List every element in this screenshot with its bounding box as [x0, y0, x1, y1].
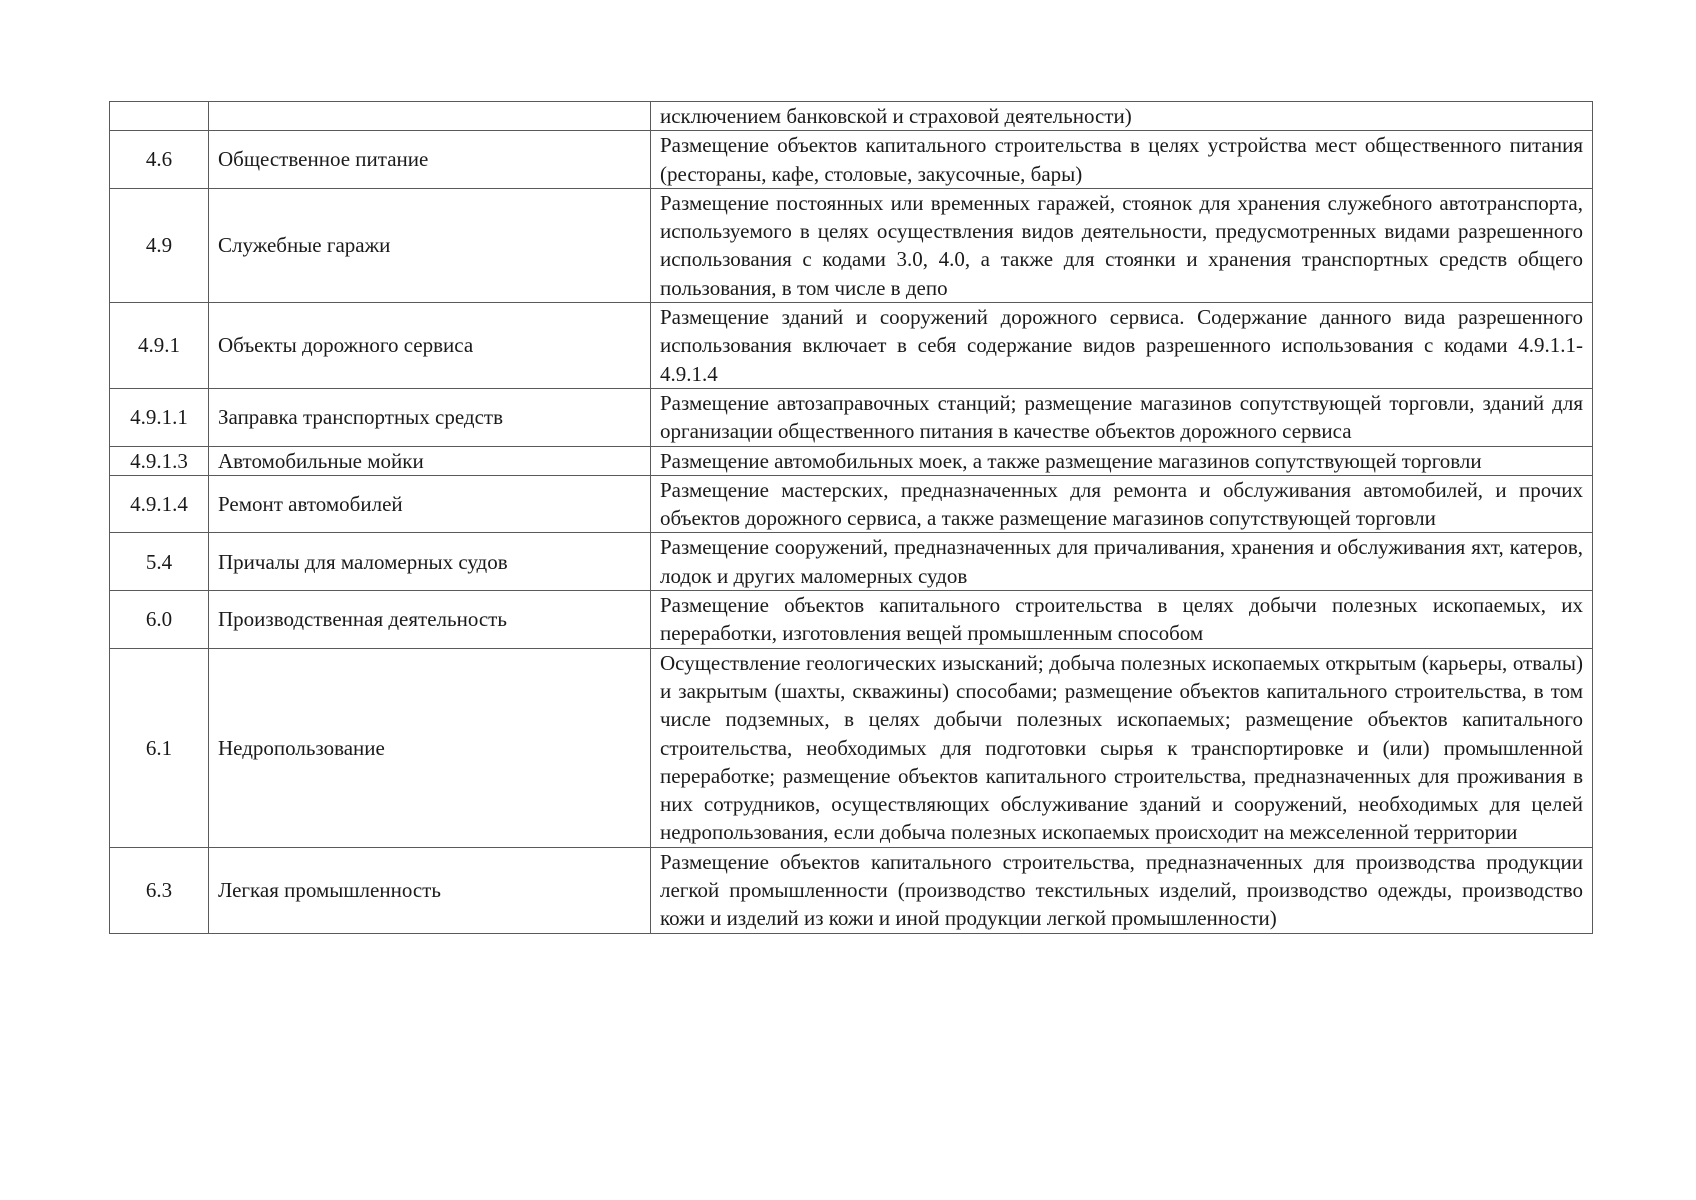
- table-row: [110, 188, 1593, 302]
- row-description: Размещение мастерских, предназначенных для ремонта и обслуживания автомобилей, и прочих объектов дорожного сервиса, а также размещение магазинов сопутствующей торговли: [651, 475, 1593, 533]
- table-row: [110, 388, 1593, 446]
- row-name: Причалы для маломерных судов: [209, 533, 651, 591]
- row-name: Общественное питание: [209, 131, 651, 189]
- row-name: Служебные гаражи: [209, 188, 651, 302]
- row-code: 4.9.1.3: [110, 446, 209, 475]
- row-description: Размещение объектов капитального строительства в целях добычи полезных ископаемых, их переработки, изготовления вещей промышленным способом: [651, 591, 1593, 649]
- row-name: Автомобильные мойки: [209, 446, 651, 475]
- row-description: Размещение зданий и сооружений дорожного сервиса. Содержание данного вида разрешенного использования включает в себя содержание видов разрешенного использования с кодами 4.9.1.1-4.9.1.4: [651, 303, 1593, 389]
- row-code: [110, 102, 209, 131]
- table-row: [110, 475, 1593, 533]
- table-row: [110, 533, 1593, 591]
- table-row: [110, 303, 1593, 389]
- row-code: 4.9.1: [110, 303, 209, 389]
- row-description: Размещение объектов капитального строительства, предназначенных для производства продукции легкой промышленности (производство текстильных изделий, производство одежды, производство кожи и изделий из кожи и иной продукции легкой промышленности): [651, 847, 1593, 933]
- row-code: 6.0: [110, 591, 209, 649]
- table-row: [110, 131, 1593, 189]
- row-name: [209, 102, 651, 131]
- row-name: Легкая промышленность: [209, 847, 651, 933]
- table-row: [110, 446, 1593, 475]
- table-row: [110, 102, 1593, 131]
- row-description: Размещение сооружений, предназначенных для причаливания, хранения и обслуживания яхт, катеров, лодок и других маломерных судов: [651, 533, 1593, 591]
- land-use-table-container: [109, 101, 1592, 934]
- row-name: Объекты дорожного сервиса: [209, 303, 651, 389]
- row-code: 6.1: [110, 648, 209, 847]
- row-code: 5.4: [110, 533, 209, 591]
- row-name: Недропользование: [209, 648, 651, 847]
- row-code: 6.3: [110, 847, 209, 933]
- row-name: Производственная деятельность: [209, 591, 651, 649]
- row-code: 4.6: [110, 131, 209, 189]
- row-description: Размещение объектов капитального строительства в целях устройства мест общественного питания (рестораны, кафе, столовые, закусочные, бары): [651, 131, 1593, 189]
- table-row: [110, 591, 1593, 649]
- row-description: Размещение постоянных или временных гаражей, стоянок для хранения служебного автотранспорта, используемого в целях осуществления видов деятельности, предусмотренных видами разрешенного использования с кодами 3.0, 4.0, а также для стоянки и хранения транспортных средств общего пользования, в том числе в депо: [651, 188, 1593, 302]
- row-code: 4.9.1.4: [110, 475, 209, 533]
- row-description: исключением банковской и страховой деятельности): [651, 102, 1593, 131]
- row-code: 4.9.1.1: [110, 388, 209, 446]
- row-name: Ремонт автомобилей: [209, 475, 651, 533]
- land-use-table: [109, 101, 1593, 934]
- row-description: Размещение автомобильных моек, а также размещение магазинов сопутствующей торговли: [651, 446, 1593, 475]
- row-description: Осуществление геологических изысканий; добыча полезных ископаемых открытым (карьеры, отвалы) и закрытым (шахты, скважины) способами; размещение объектов капитального строительства, в том числе подземных, в целях добычи полезных ископаемых; размещение объектов капитального строительства, необходимых для подготовки сырья к транспортировке и (или) промышленной переработке; размещение объектов капитального строительства, предназначенных для проживания в них сотрудников, осуществляющих обслуживание зданий и сооружений, необходимых для целей недропользования, если добыча полезных ископаемых происходит на межселенной территории: [651, 648, 1593, 847]
- table-row: [110, 648, 1593, 847]
- table-row: [110, 847, 1593, 933]
- row-code: 4.9: [110, 188, 209, 302]
- row-description: Размещение автозаправочных станций; размещение магазинов сопутствующей торговли, зданий для организации общественного питания в качестве объектов дорожного сервиса: [651, 388, 1593, 446]
- row-name: Заправка транспортных средств: [209, 388, 651, 446]
